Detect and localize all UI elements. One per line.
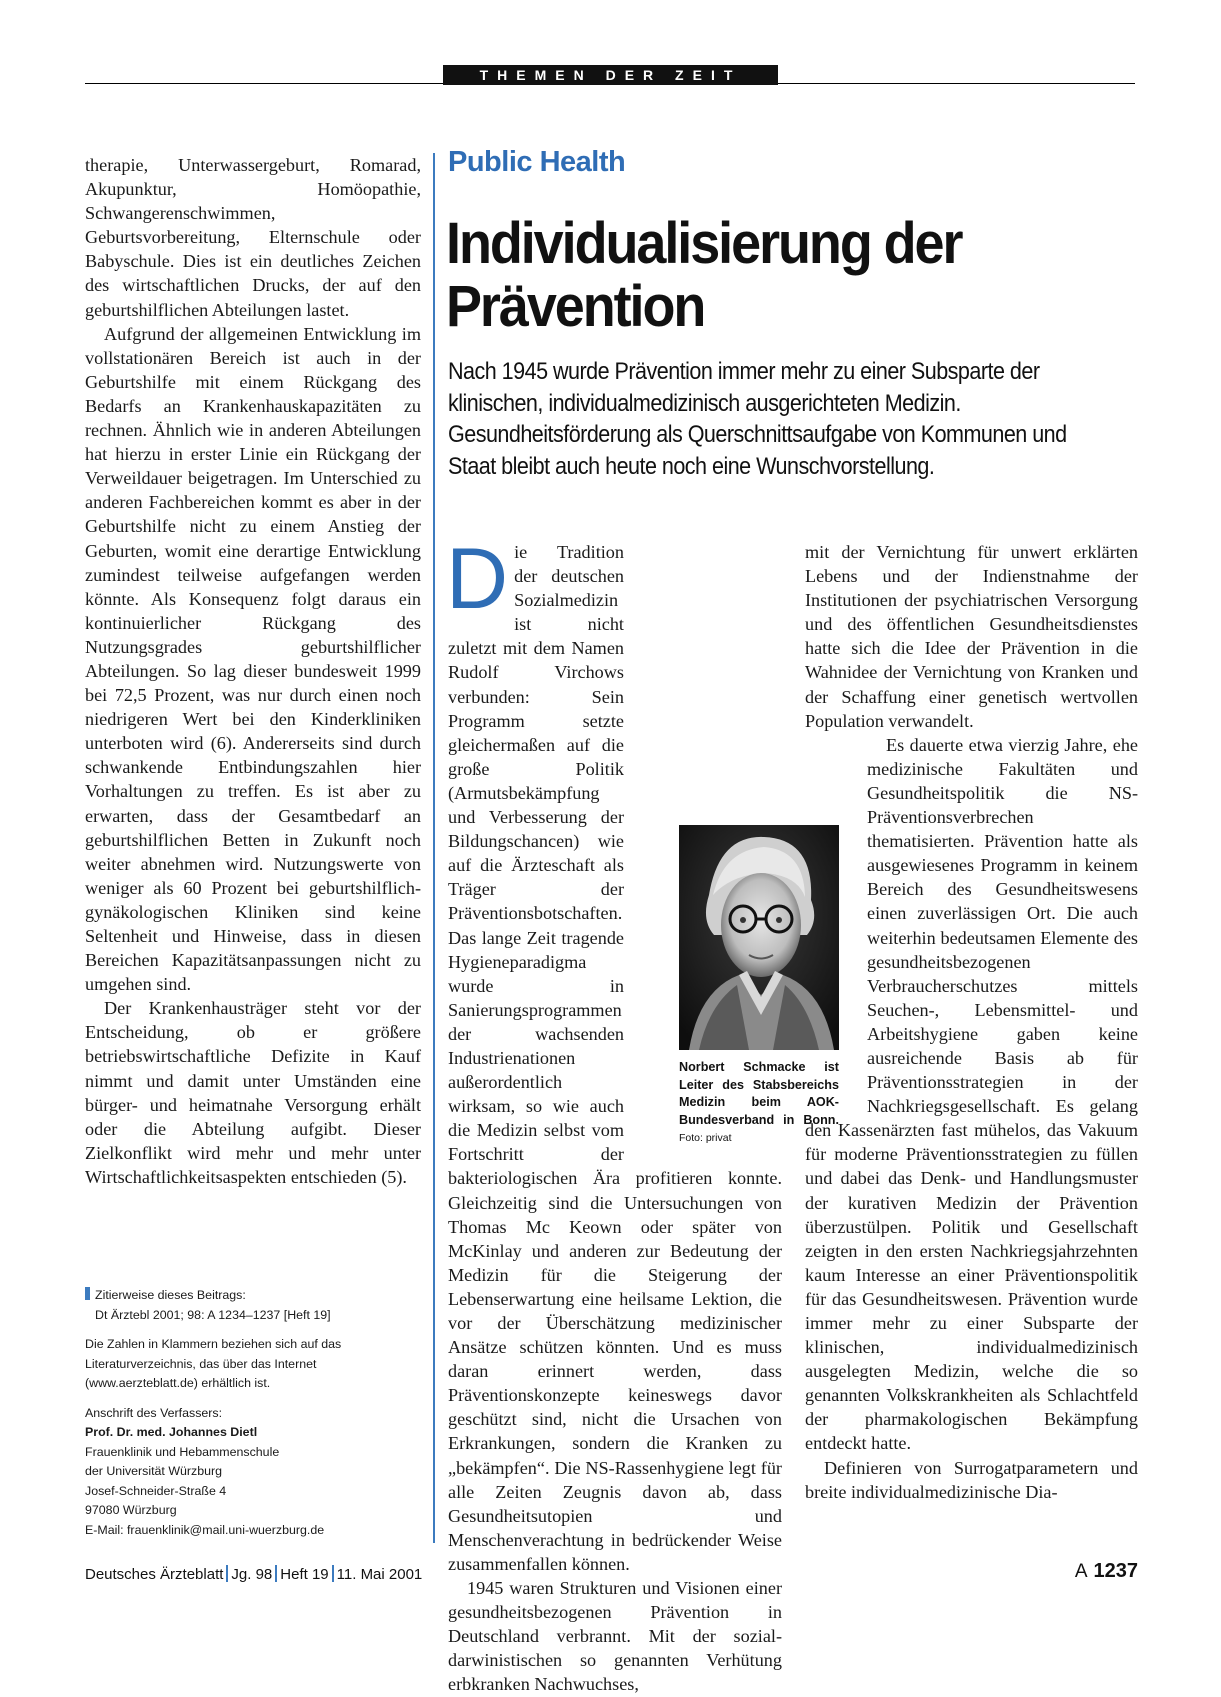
article-notes bbox=[85, 1286, 430, 1540]
footer-separator bbox=[332, 1565, 334, 1582]
address-line: 97080 Würzburg bbox=[85, 1503, 177, 1517]
right-paragraph-2: Es dauerte etwa vierzig Jahre, ehe medizinische Fakultäten und Gesundheitspolitik die NS-Präventionsverbrechen thematisierten. Prävention hatte als ausgewiesenes Programm in keinem Bereich des Gesundheitswesens einen zuverlässigen Ort. Die auch weiterhin bedeutsamen Elemente des gesundheitsbezogenen Verbraucherschutzes mittels Seuchen-, Lebensmittel- und Arbeitshygiene gaben keine ausreichende Basis ab für Präventionsstrategien in der Nachkriegsgesellschaft. Es gelang den Kassenärzten fast mühelos, das Vakuum für moderne Präventionsstrategien zu füllen und dabei das Denk- und Handlungsmuster der kurativen Medizin der Prävention überzustülpen. Politik und Gesellschaft zeigten in den ersten Nachkriegsjahrzehnten kaum Interesse an einer Präventionspolitik für das Gesundheitswesen. Prävention wurde immer mehr zu einer Subsparte der klinischen, individualmedizinisch ausgelegten Medizin, welche die so genannten Volkskrankheiten als Schlachtfeld der pharmakologischen Bekämpfung entdeckt hatte. bbox=[805, 734, 1138, 1454]
literature-note: Die Zahlen in Klammern beziehen sich auf das Literaturverzeichnis, das über das Internet (www.aerzteblatt.de) erhältlich ist. bbox=[85, 1337, 342, 1390]
address-line: der Universität Würzburg bbox=[85, 1464, 223, 1478]
footer-separator bbox=[275, 1565, 277, 1582]
address-line: Josef-Schneider-Straße 4 bbox=[85, 1483, 227, 1498]
journal-name: Deutsches Ärzteblatt bbox=[85, 1566, 224, 1583]
address-line: Frauenklinik und Hebammenschule bbox=[85, 1444, 280, 1459]
right-column bbox=[805, 540, 1138, 1504]
right-paragraph-1: mit der Vernichtung für unwert erklärten Lebens und der Indienstnahme der Institutionen der psychiatrischen Versorgung und des öffentlichen Gesundheitsdienstes hatte sich die Idee der Prävention in die Wahnidee der Vernichtung von Kranken und der Schaffung einer genetisch wertvollen Population verwandelt. bbox=[805, 542, 1138, 731]
section-banner: THEMEN DER ZEIT bbox=[443, 65, 778, 85]
citation-text: Dt Ärztebl 2001; 98: A 1234–1237 [Heft 19] bbox=[95, 1307, 331, 1322]
photo-caption-text: Norbert Schmacke ist Leiter des Stabsbereichs Medizin beim AOK-Bundesverband in Bonn. bbox=[679, 1060, 839, 1127]
middle-paragraph-2: 1945 waren Strukturen und Visionen einer gesundheitsbezogenen Prävention in Deutschland verbrannt. Mit der sozial-darwinistischen so genannten Verhütung erbkranken Nachwuchses, bbox=[448, 1578, 782, 1695]
page-prefix: A bbox=[1074, 1561, 1088, 1582]
page-number-value: 1237 bbox=[1093, 1560, 1138, 1582]
author-name: Prof. Dr. med. Johannes Dietl bbox=[85, 1425, 258, 1439]
page-footer bbox=[85, 1565, 422, 1583]
article-title: Individualisierung der Prävention bbox=[446, 211, 962, 339]
address-label: Anschrift des Verfassers: bbox=[85, 1405, 223, 1420]
drop-cap: D bbox=[446, 531, 509, 627]
journal-date: 11. Mai 2001 bbox=[336, 1566, 423, 1583]
article-kicker: Public Health bbox=[448, 146, 626, 178]
left-column bbox=[85, 153, 421, 1189]
column-divider bbox=[433, 153, 435, 1543]
journal-issue: Heft 19 bbox=[280, 1566, 329, 1583]
page-number bbox=[1075, 1560, 1138, 1583]
left-paragraph-1: therapie, Unterwassergeburt, Romarad, Akupunktur, Homöopathie, Schwangerenschwimmen, Geburtsvorbereitung, Elternschule oder Babyschule. Dies ist ein deutliches Zeichen des wirtschaftlichen Drucks, der auf den geburtshilflichen Abteilungen lastet. bbox=[85, 155, 421, 320]
email-line[interactable]: E-Mail: frauenklinik@mail.uni-wuerzburg.de bbox=[85, 1522, 325, 1537]
article-lead: Nach 1945 wurde Prävention immer mehr zu einer Subsparte der klinischen, individualmedizinisch ausgerichteten Medizin. Gesundheitsförderung als Querschnittsaufgabe von Kommunen und Staat bleibt auch heute noch eine Wunschvorstellung. bbox=[448, 358, 1067, 480]
journal-volume: Jg. 98 bbox=[231, 1566, 273, 1583]
footer-separator bbox=[226, 1565, 228, 1582]
photo-wrap-space-right bbox=[805, 733, 867, 1118]
citation-marker bbox=[85, 1287, 90, 1300]
left-paragraph-2: Aufgrund der allgemeinen Entwicklung im vollstationären Bereich ist auch in der Geburtshilfe mit einem Rückgang des Bedarfs an Krankenhauskapazitäten zu rechnen. Ähnlich wie in anderen Abteilungen hat hierzu in erster Linie ein Rückgang der Verweildauer beigetragen. Im Unterschied zu anderen Fachbereichen kommt es aber in der Geburtshilfe nicht zu einem Anstieg der Geburten, womit eine derartige Entwicklung zumindest teilweise aufgefangen werden könnte. Als Konsequenz folgt daraus ein kontinuierlicher Rückgang des Nutzungsgrades geburtshilflicher Abteilungen. So lag dieser bundesweit 1999 bei 72,5 Prozent, was nur durch einen noch niedrigeren Wert bei den Kinderkliniken unterboten wird (6). Andererseits sind durch schwankende Entbindungszahlen hier Vorhaltungen zu treffen. Es ist aber zu erwarten, dass der Gesamtbedarf an geburtshilflichen Betten in Zukunft noch weiter abnehmen wird. Nutzungswerte von weniger als 60 Prozent bei geburtshilflich-gynäkologischen Kliniken sind keine Seltenheit und Hinweise, dass in diesen Bereichen Kapazitätsanpassungen nicht zu umgehen sind. bbox=[85, 323, 421, 995]
middle-paragraph-1-text: ie Tradition der deutschen Sozialmedizin ist nicht zuletzt mit dem Namen Rudolf Virchows verbunden: Sein Programm setzte gleichermaßen auf die große Politik (Armutsbekämpfung und Verbesserung der Bildungschancen) wie auf die Ärzteschaft als Träger der Präventionsbotschaften. Das lange Zeit tragende Hygieneparadigma wurde in Sanierungsprogrammen der wachsenden Industrienationen außerordentlich wirksam, so wie auch die Medizin selbst vom Fortschritt der bakteriologischen Ära profitieren konnte. Gleichzeitig sind die Untersuchungen von Thomas Mc Keown oder später von McKinlay und anderen zur Bedeutung der Medizin für die Steigerung der Lebenserwartung eine heilsame Lektion, die vor der Überschätzung medizinischer Ansätze schützen könnten. Und es muss daran erinnert werden, dass Präventionskonzepte keineswegs davor geschützt sind, nicht die Ursachen von Erkrankungen, sondern die Kranken zu „bekämpfen“. Die NS-Rassenhygiene legt für alle Zeiten Zeugnis davon ab, dass Gesundheitsutopien und Menschenverachtung in bedrückender Weise zusammenfallen können. bbox=[448, 542, 782, 1574]
right-paragraph-3: Definieren von Surrogatparametern und breite individualmedizinische Dia- bbox=[805, 1457, 1138, 1502]
photo-credit: Foto: privat bbox=[679, 1132, 732, 1144]
left-paragraph-3: Der Krankenhausträger steht vor der Entscheidung, ob er größere betriebswirtschaftliche Defizite in Kauf nimmt und damit unter Umständen eine bürger- und heimatnahe Versorgung erhält oder die Abteilung aufgibt. Dieser Zielkonflikt wird mehr und mehr unter Wirtschaftlichkeitsaspekten entschieden (5). bbox=[85, 998, 421, 1187]
citation-label: Zitierweise dieses Beitrags: bbox=[95, 1288, 246, 1302]
